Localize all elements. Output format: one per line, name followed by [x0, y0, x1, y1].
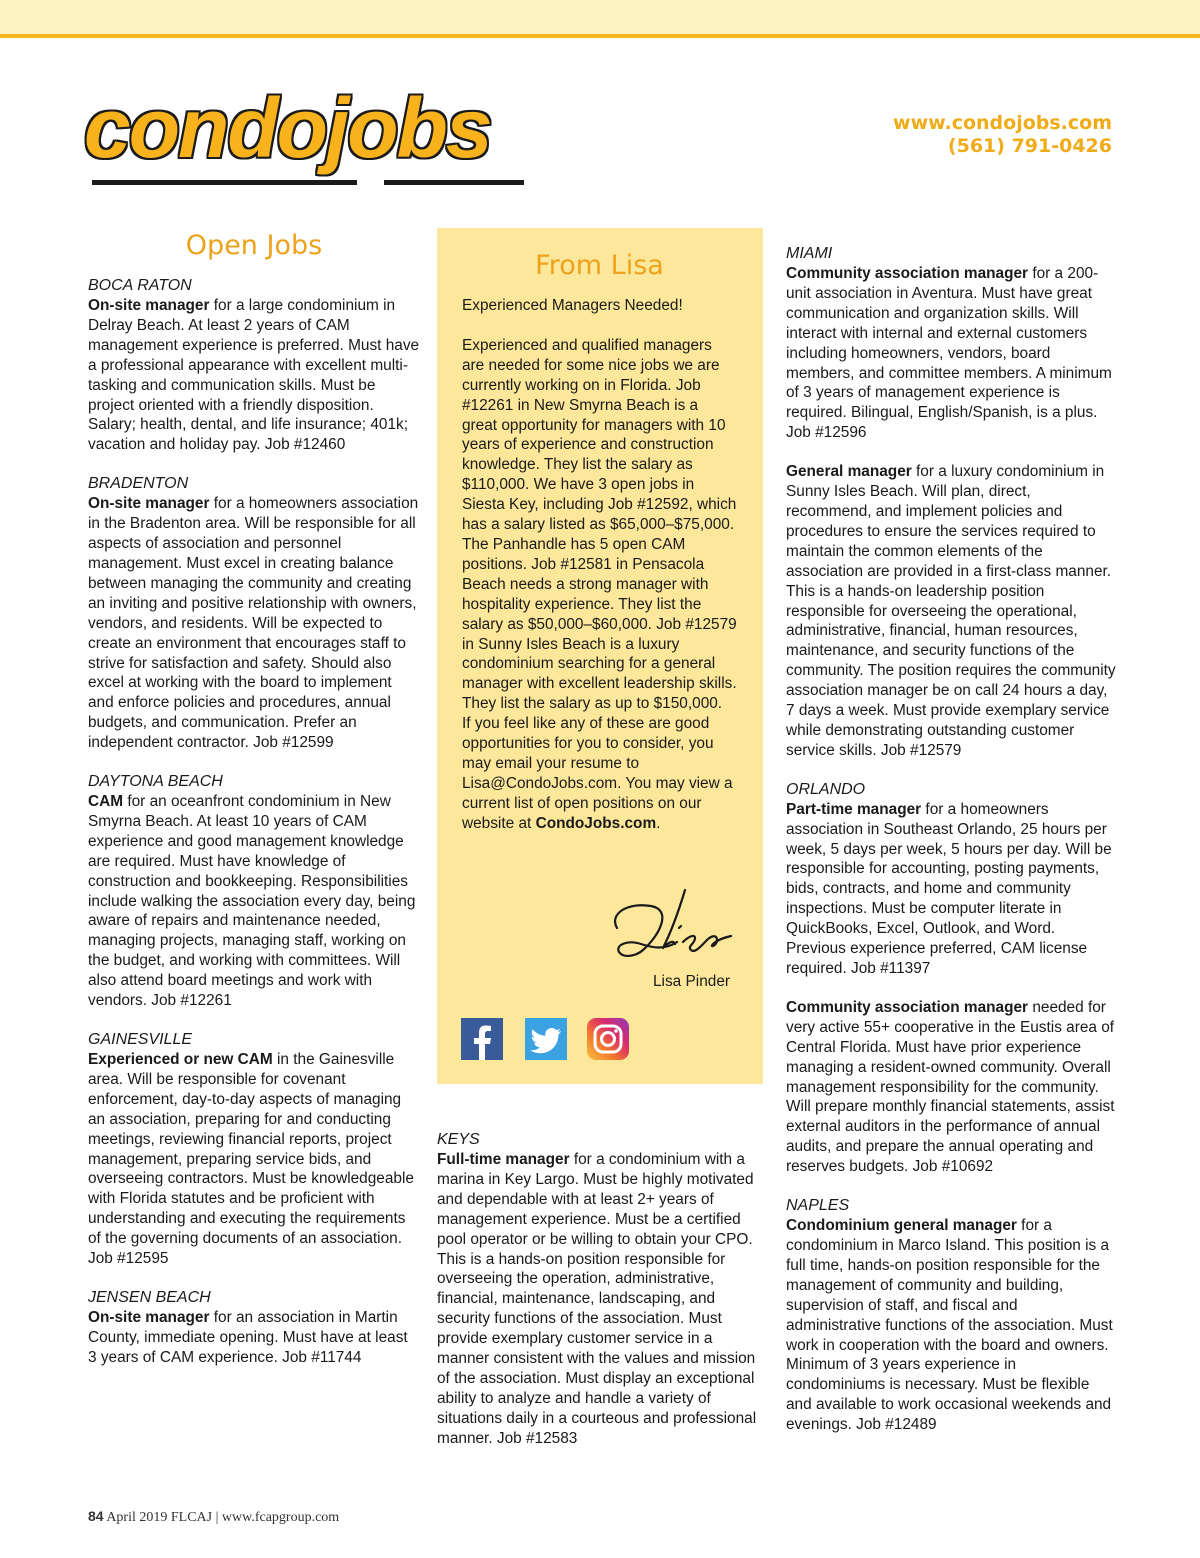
page-number: 84	[88, 1508, 104, 1524]
top-band	[0, 0, 1200, 34]
open-jobs-column	[88, 230, 420, 1387]
open-jobs-title: Open Jobs	[185, 230, 323, 261]
job-role: Community association manager	[786, 265, 1029, 282]
footer-divider: |	[215, 1510, 222, 1525]
keys-column	[437, 1130, 767, 1468]
job-description: for an association in Martin County, immediate opening. Must have at least 3 years of CAM experience. Job #11744	[88, 1308, 408, 1366]
job-description: in the Gainesville area. Will be responsible for covenant enforcement, day-to-day aspects of managing an association, preparing for and conducting meetings, reviewing financial reports, project management, preparing service bids, and overseeing contractors. Must be knowledgeable with Florida statutes and be proficient with understanding and executing the requirements of the governing documents of an association. Job #12595	[88, 1051, 414, 1268]
job-role: Part-time manager	[786, 800, 922, 818]
job-listing	[88, 772, 420, 1011]
job-city: BRADENTON	[88, 475, 189, 493]
twitter-icon[interactable]	[525, 1018, 567, 1060]
job-role: On-site manager	[88, 495, 210, 513]
job-listing	[88, 276, 420, 455]
job-listing	[88, 474, 420, 753]
from-lisa-box	[437, 228, 763, 1084]
lisa-body: Experienced and qualified managers are needed for some nice jobs we are currently working on in Florida. Job #12261 in New Smyrna Beach is a great opportunity for managers with 10 years of experience and construction knowledge. They list the salary as $110,000. We have 3 open jobs in Siesta Key, including Job #12592, which has a salary listed as $65,000–$75,000. The Panhandle has 5 open CAM positions. Job #12581 in Pensacola Beach needs a strong manager with hospitality experience. They list the salary as $50,000–$60,000. Job #12579 in Sunny Isles Beach is a luxury condominium searching for a general manager with excellent leadership skills. They list the salary as up to $150,000.	[462, 336, 737, 713]
job-description: for a luxury condominium in Sunny Isles Beach. Will plan, direct, recommend, and implement policies and procedures to ensure the services required to maintain the common elements of the association are provided in a first-class manner. This is a hands-on leadership position responsible for overseeing the operational, administrative, financial, human resources, maintenance, and security functions of the community. The position requires the community association manager be on call 24 hours a day, 7 days a week. Must provide exemplary service while demonstrating outstanding customer service skills. Job #12579	[786, 463, 1116, 759]
lisa-closing-text: If you feel like any of these are good opportunities for you to consider, you may email your resume to Lisa@CondoJobs.com. You may view a current list of open positions on our website at	[462, 715, 733, 832]
job-city: KEYS	[437, 1131, 480, 1148]
top-rule	[0, 34, 1200, 38]
job-listing	[786, 1196, 1116, 1435]
signature-name: Lisa Pinder	[653, 973, 730, 990]
phone-number: (561) 791-0426	[947, 135, 1112, 157]
job-role: On-site manager	[88, 297, 210, 314]
job-listing	[786, 244, 1116, 443]
job-city: MIAMI	[786, 245, 833, 262]
job-description: needed for very active 55+ cooperative in the Eustis area of Central Florida. Must have prior experience managing a resident-owned community. Overall management responsibility for the community. Will prepare monthly financial statements, assist external auditors in the performance of annual audits, and prepare the annual operating and reserves budgets. Job #10692	[786, 998, 1115, 1176]
job-city: GAINESVILLE	[88, 1031, 193, 1048]
page-footer	[88, 1508, 339, 1526]
job-role: Experienced or new CAM	[88, 1051, 273, 1068]
right-jobs-column	[786, 244, 1116, 1454]
job-listing	[786, 780, 1116, 979]
contact-info	[893, 112, 1112, 158]
job-description: for a homeowners association in Southeast Orlando, 25 hours per week, 5 days per week, 5 hours per day. Will be responsible for accounting, posting payments, bids, contracts, and home and community inspections. Must be computer literate in QuickBooks, Excel, Outlook, and Word. Previous experience preferred, CAM license required. Job #11397	[786, 800, 1112, 977]
job-description: for an oceanfront condominium in New Smyrna Beach. At least 10 years of CAM experience and good management knowledge are required. Must have knowledge of construction and bookkeeping. Responsibilities include walking the association every day, being aware of repairs and maintenance needed, managing projects, managing staff, working on the budget, and working with committees. Will also attend board meetings and work with vendors. Job #12261	[88, 793, 416, 1010]
job-role: Condominium general manager	[786, 1217, 1017, 1235]
job-city: ORLANDO	[786, 780, 866, 798]
logo-text: condojobs	[84, 81, 491, 175]
instagram-icon[interactable]	[587, 1018, 629, 1060]
lisa-closing-end: .	[656, 814, 661, 832]
condojobs-logo	[84, 81, 534, 192]
lisa-closing	[462, 714, 737, 833]
job-listing	[88, 1030, 420, 1269]
lisa-intro: Experienced Managers Needed!	[462, 297, 683, 314]
issue-info: April 2019 FLCAJ	[106, 1510, 213, 1525]
job-description: for a condominium in Marco Island. This position is a full time, hands-on position responsible for the management of community and building, supervision of staff, and fiscal and administrative functions of the association. Must work in cooperation with the board and owners. Minimum of 3 years experience in condominiums is necessary. Must be flexible and available to work occasional weekends and evenings. Job #12489	[786, 1217, 1113, 1434]
job-role: General manager	[786, 463, 912, 481]
from-lisa-title: From Lisa	[535, 250, 664, 281]
logo-underline	[92, 180, 357, 185]
website-link[interactable]: www.condojobs.com	[893, 112, 1112, 134]
condojobs-link[interactable]: CondoJobs.com	[535, 814, 657, 832]
job-listing	[786, 998, 1116, 1177]
job-city: BOCA RATON	[88, 277, 192, 294]
job-role: CAM	[88, 793, 124, 811]
lisa-signature	[599, 884, 735, 964]
job-listing	[437, 1130, 767, 1449]
job-role: Full-time manager	[437, 1151, 570, 1168]
footer-website[interactable]: www.fcapgroup.com	[221, 1510, 340, 1525]
facebook-icon[interactable]	[461, 1018, 503, 1060]
job-role: On-site manager	[88, 1308, 210, 1326]
job-city: JENSEN BEACH	[88, 1288, 211, 1306]
job-listing	[88, 1288, 420, 1368]
job-city: DAYTONA BEACH	[88, 773, 223, 791]
job-description: for a homeowners association in the Bradenton area. Will be responsible for all aspects of association and personnel management. Must excel in creating balance between managing the community and creating an inviting and positive relationship with owners, vendors, and residents. Will be expected to create an environment that encourages staff to strive for satisfaction and safety. Should also excel at working with the board to implement and enforce policies and procedures, annual budgets, and communication. Prefer an independent contractor. Job #12599	[88, 495, 419, 752]
job-listing	[786, 462, 1116, 761]
job-city: NAPLES	[786, 1197, 850, 1215]
job-description: for a condominium with a marina in Key Largo. Must be highly motivated and dependable with at least 2+ years of management experience. Must be a certified pool operator or be willing to obtain your CPO. This is a hands-on position responsible for overseeing the operation, administrative, financial, maintenance, landscaping, and security functions of the association. Must provide exemplary customer service in a manner consistent with the values and mission of the association. Must display an exceptional ability to analyze and handle a variety of situations daily in a courteous and professional manner. Job #12583	[437, 1151, 757, 1447]
job-role: Community association manager	[786, 998, 1029, 1016]
logo-underline-right	[384, 180, 524, 185]
job-description: for a large condominium in Delray Beach. At least 2 years of CAM management experience is preferred. Must have a professional appearance with excellent multi-tasking and communication skills. Must be project oriented with a friendly disposition. Salary; health, dental, and life insurance; 401k; vacation and holiday pay. Job #12460	[88, 297, 420, 454]
job-description: for a 200-unit association in Aventura. Must have great communication and organization skills. Will interact with internal and external customers including homeowners, vendors, board members, and committee members. A minimum of 3 years of management experience is required. Bilingual, English/Spanish, is a plus. Job #12596	[786, 265, 1112, 442]
